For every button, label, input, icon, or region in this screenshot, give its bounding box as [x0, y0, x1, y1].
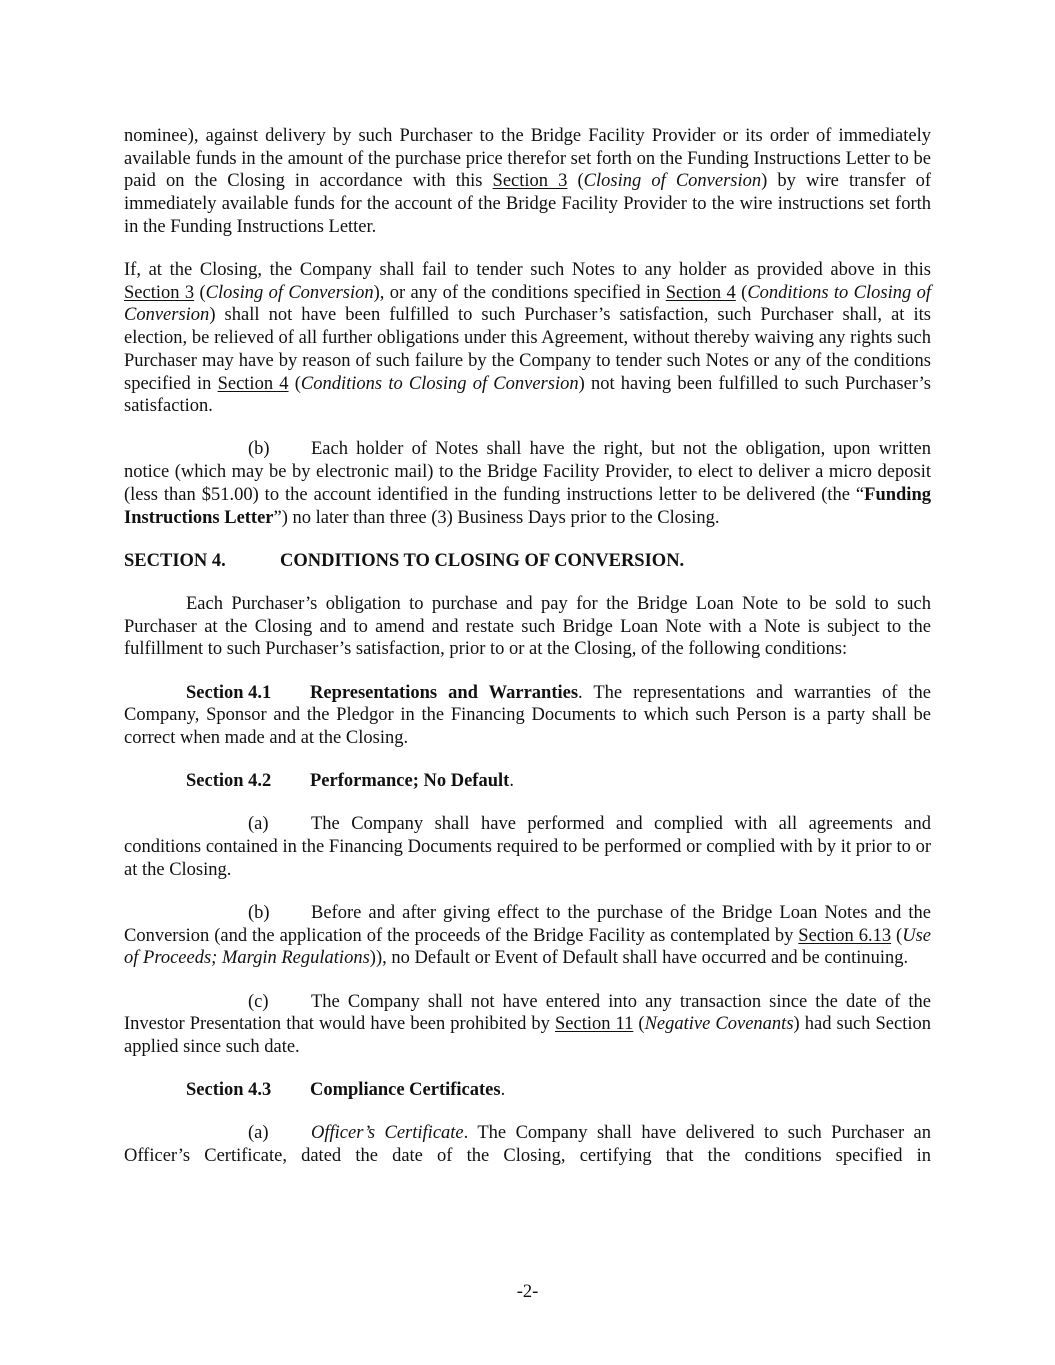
section-4-reference[interactable]: Section 4: [665, 282, 736, 303]
subsection-number: Section 4.3: [186, 1080, 272, 1101]
section-4-2: Section 4.2 Performance; No Default.: [186, 771, 514, 792]
page-number: -2-: [516, 1282, 539, 1302]
subsection-number: Section 4.1: [186, 682, 272, 703]
paragraph-failure-to-tender: If, at the Closing, the Company shall fail to tender such Notes to any holder as provided above in this Section 3 (Closing of Conversion), or any of the conditions specified in Section 4 (Conditions to Closing of Conversion) shall not have been fulfilled to such Purchaser’s satisfaction, such Purchaser shall, at its election, be relieved of all further obligations under this Agreement, without thereby waiving any rights such Purchaser may have by reason of such failure by the Company to tender such Notes or any of the conditions specified in Section 4 (Conditions to Closing of Conversion) not having been fulfilled to such Purchaser’s satisfaction.: [124, 260, 931, 417]
paragraph-funding-delivery: nominee), against delivery by such Purchaser to the Bridge Facility Provider or its order of immediately available funds in the amount of the purchase price therefor set forth on the Funding Instructions Letter to be paid on the Closing in accordance with this Section 3 (Closing of Conversion) by wire transfer of immediately available funds for the account of the Bridge Facility Provider to the wire instructions set forth in the Funding Instructions Letter.: [124, 126, 931, 237]
clause-number: (b): [248, 902, 270, 923]
section-4-reference[interactable]: Section 4: [217, 373, 289, 394]
section-4-3: Section 4.3 Compliance Certificates.: [186, 1080, 506, 1101]
section-4-3-a: (a) Officer’s Certificate. The Company shall have delivered to such Purchaser an Officer’s Certificate, dated the date of the Closing, certifying that the conditions specified in: [124, 1123, 932, 1167]
section-3-reference[interactable]: Section 3: [124, 282, 195, 303]
section-4-heading: [124, 550, 931, 573]
section-4-2-c: (c) The Company shall not have entered into any transaction since the date of the Investor Presentation that would have been prohibited by Section 11 (Negative Covenants) had such Section applied since such date.: [124, 991, 931, 1057]
section-3-reference[interactable]: Section 3: [492, 171, 568, 192]
clause-number: (a): [248, 1123, 269, 1144]
subsection-title: Compliance Certificates: [310, 1080, 501, 1101]
section-4-2-b: (b) Before and after giving effect to the purchase of the Bridge Loan Notes and the Conversion (and the application of the proceeds of the Bridge Facility as contemplated by Section 6.13 (Use of Proceeds; Margin Regulations)), no Default or Event of Default shall have occurred and be continuing.: [124, 902, 931, 969]
section-4-1: Section 4.1 Representations and Warranties. The representations and warranties of the Company, Sponsor and the Pledgor in the Financing Documents to which such Person is a party shall be correct when made and at the Closing.: [124, 682, 931, 748]
document-page: [124, 125, 931, 1168]
subsection-number: Section 4.2: [186, 771, 272, 792]
clause-number: (c): [248, 991, 269, 1012]
subsection-title: Performance; No Default: [310, 771, 510, 792]
section-6-13-reference[interactable]: Section 6.13: [798, 925, 892, 946]
paragraph-micro-deposit: (b) Each holder of Notes shall have the right, but not the obligation, upon written notice (which may be by electronic mail) to the Bridge Facility Provider, to elect to deliver a micro deposit (less than $51.00) to the account identified in the funding instructions letter to be delivered (the “Funding Instructions Letter”) no later than three (3) Business Days prior to the Closing.: [124, 439, 931, 528]
section-11-reference[interactable]: Section 11: [554, 1014, 634, 1035]
section-title: CONDITIONS TO CLOSING OF CONVERSION.: [280, 550, 685, 571]
clause-number: (a): [248, 814, 269, 835]
paragraph-purchaser-obligation: Each Purchaser’s obligation to purchase and pay for the Bridge Loan Note to be sold to such Purchaser at the Closing and to amend and restate such Bridge Loan Note with a Note is subject to the fulfillment to such Purchaser’s satisfaction, prior to or at the Closing, of the following conditions:: [124, 593, 931, 660]
section-4-2-a: (a) The Company shall have performed and complied with all agreements and conditions contained in the Financing Documents required to be performed or complied with by it prior to or at the Closing.: [124, 814, 931, 880]
subsection-title: Representations and Warranties: [310, 682, 579, 703]
section-number: SECTION 4.: [124, 550, 226, 571]
clause-number: (b): [248, 439, 270, 460]
